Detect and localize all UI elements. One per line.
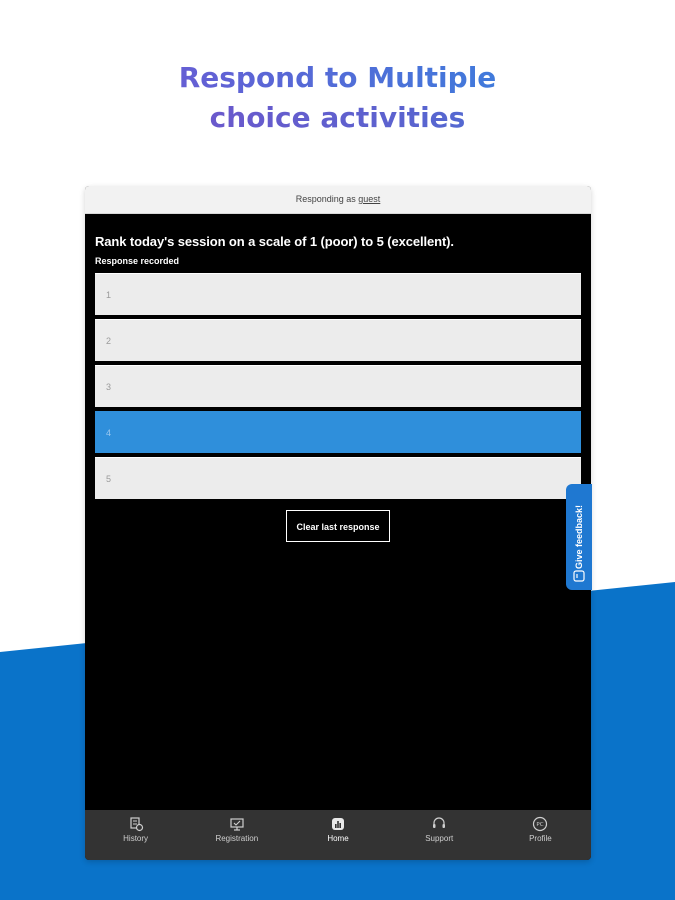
option-5[interactable] bbox=[95, 457, 581, 499]
option-label: 5 bbox=[106, 474, 112, 484]
bottom-nav bbox=[85, 810, 591, 860]
home-icon bbox=[330, 816, 346, 832]
guest-link[interactable]: guest bbox=[358, 194, 381, 204]
headline-line-2: choice activities bbox=[0, 98, 675, 138]
device-screen bbox=[85, 186, 591, 860]
activity-content bbox=[85, 214, 591, 810]
option-label: 3 bbox=[106, 382, 112, 392]
option-2[interactable] bbox=[95, 319, 581, 361]
nav-support-label: Support bbox=[425, 834, 454, 843]
nav-registration-label: Registration bbox=[215, 834, 259, 843]
profile-initials: PC bbox=[536, 822, 544, 828]
give-feedback-label: Give feedback! bbox=[574, 504, 584, 570]
options-list bbox=[95, 273, 581, 503]
nav-registration[interactable] bbox=[186, 810, 287, 860]
registration-icon bbox=[229, 816, 245, 832]
history-icon bbox=[128, 816, 144, 832]
option-label: 4 bbox=[106, 428, 112, 438]
option-label: 2 bbox=[106, 336, 112, 346]
nav-history-label: History bbox=[123, 834, 149, 843]
support-icon bbox=[431, 816, 447, 832]
nav-profile[interactable] bbox=[490, 810, 591, 860]
option-label: 1 bbox=[106, 290, 112, 300]
nav-profile-label: Profile bbox=[529, 834, 552, 843]
option-4-selected[interactable] bbox=[95, 411, 581, 453]
option-1[interactable] bbox=[95, 273, 581, 315]
headline-line-1: Respond to Multiple bbox=[0, 58, 675, 98]
profile-icon bbox=[532, 816, 548, 832]
clear-last-response-button[interactable]: Clear last response bbox=[286, 510, 390, 542]
response-status: Response recorded bbox=[95, 256, 180, 266]
question-title: Rank today's session on a scale of 1 (poor) to 5 (excellent). bbox=[95, 234, 454, 249]
responding-as-label: Responding as bbox=[295, 194, 356, 204]
feedback-icon bbox=[573, 570, 585, 582]
nav-home-label: Home bbox=[327, 834, 349, 843]
nav-home[interactable] bbox=[287, 810, 388, 860]
nav-history[interactable] bbox=[85, 810, 186, 860]
page-headline bbox=[0, 58, 675, 138]
give-feedback-tab[interactable] bbox=[566, 484, 592, 590]
option-3[interactable] bbox=[95, 365, 581, 407]
responding-as-bar bbox=[85, 186, 591, 214]
nav-support[interactable] bbox=[389, 810, 490, 860]
